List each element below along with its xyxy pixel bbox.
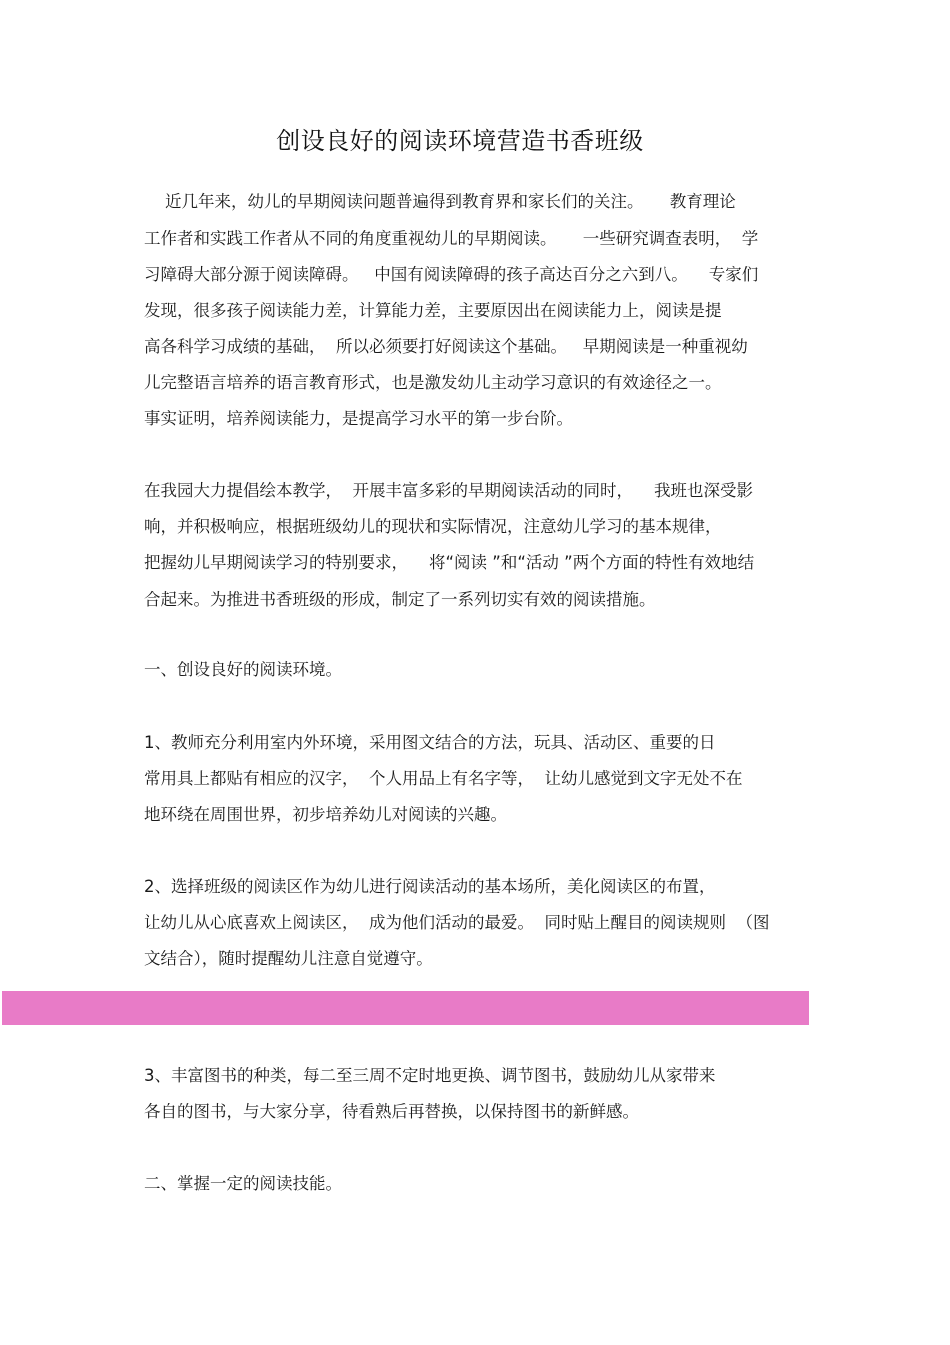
paragraph-line: 近几年来，幼儿的早期阅读问题普遍得到教育界和家长们的关注。 教育理论 (144, 192, 736, 211)
paragraph-line: 习障碍大部分源于阅读障碍。 中国有阅读障碍的孩子高达百分之六到八。 专家们 (144, 265, 759, 284)
item-line: 2、选择班级的阅读区作为幼儿进行阅读活动的基本场所，美化阅读区的布置， (144, 877, 716, 896)
item-line: 文结合），随时提醒幼儿注意自觉遵守。 (144, 949, 433, 968)
section-heading: 一、创设良好的阅读环境。 (144, 660, 342, 679)
item-line: 地环绕在周围世界，初步培养幼儿对阅读的兴趣。 (144, 805, 507, 824)
paragraph-line: 把握幼儿早期阅读学习的特别要求， 将“阅读 ”和“活动 ”两个方面的特性有效地结 (144, 553, 755, 572)
item-line: 各自的图书，与大家分享，待看熟后再替换，以保持图书的新鲜感。 (144, 1102, 639, 1121)
paragraph-line: 响，并积极响应，根据班级幼儿的现状和实际情况，注意幼儿学习的基本规律， (144, 517, 722, 536)
item-line: 1、教师充分利用室内外环境，采用图文结合的方法，玩具、活动区、重要的日 (144, 733, 716, 752)
paragraph-line: 高各科学习成绩的基础， 所以必须要打好阅读这个基础。 早期阅读是一种重视幼 (144, 337, 748, 356)
paragraph-line: 工作者和实践工作者从不同的角度重视幼儿的早期阅读。 一些研究调查表明， 学 (144, 229, 759, 248)
section-heading: 二、掌握一定的阅读技能。 (144, 1174, 342, 1193)
paragraph-line: 发现，很多孩子阅读能力差，计算能力差，主要原因出在阅读能力上，阅读是提 (144, 301, 722, 320)
paragraph-line: 事实证明，培养阅读能力，是提高学习水平的第一步台阶。 (144, 409, 573, 428)
paragraph-line: 合起来。为推进书香班级的形成，制定了一系列切实有效的阅读措施。 (144, 590, 656, 609)
paragraph-line: 儿完整语言培养的语言教育形式，也是激发幼儿主动学习意识的有效途径之一。 (144, 373, 722, 392)
item-line: 常用具上都贴有相应的汉字， 个人用品上有名字等， 让幼儿感觉到文字无处不在 (144, 769, 743, 788)
item-line: 让幼儿从心底喜欢上阅读区， 成为他们活动的最爱。 同时贴上醒目的阅读规则 （图 (144, 913, 770, 932)
paragraph-line: 在我园大力提倡绘本教学， 开展丰富多彩的早期阅读活动的同时， 我班也深受影 (144, 481, 753, 500)
item-line: 3、丰富图书的种类，每二至三周不定时地更换、调节图书，鼓励幼儿从家带来 (144, 1066, 716, 1085)
highlight-band (2, 991, 809, 1025)
page-title: 创设良好的阅读环境营造书香班级 (276, 127, 644, 155)
